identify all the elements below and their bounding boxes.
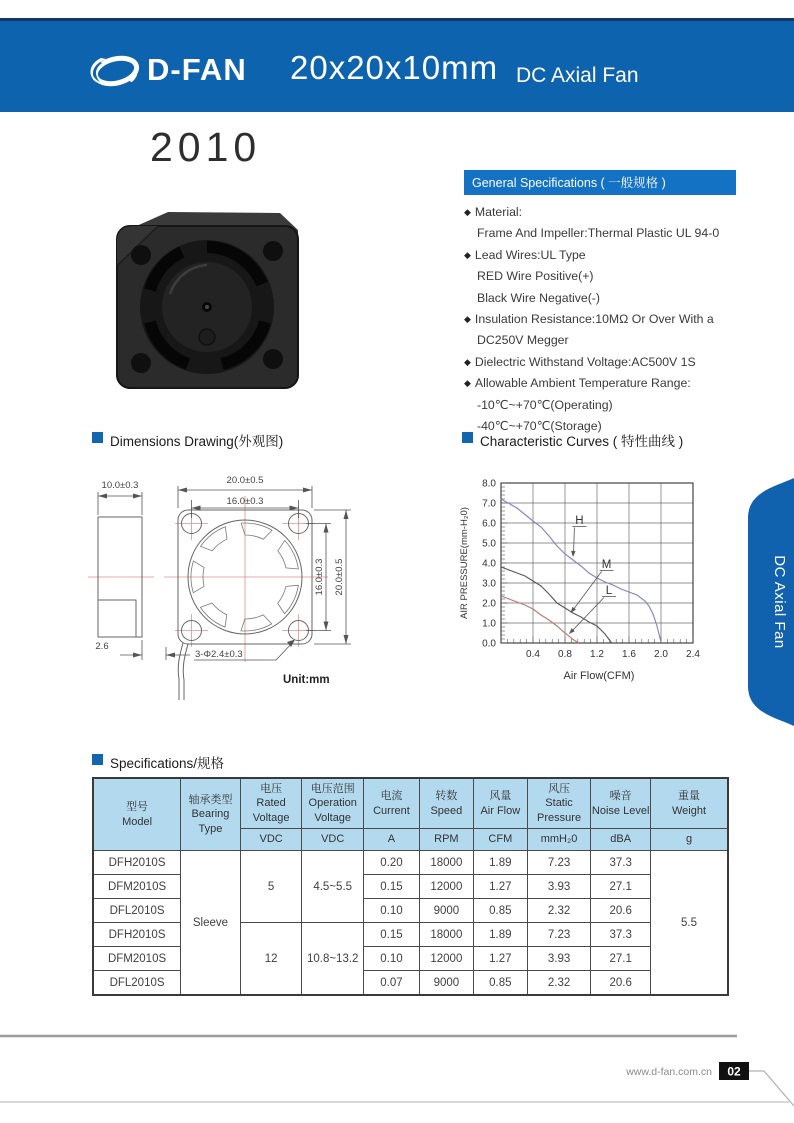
cell-voltage: 12 [240,923,302,996]
table-unit-cell: RPM [419,829,473,851]
cell-pressure: 7.23 [527,923,591,947]
x-tick-label: 0.4 [526,649,540,660]
cell-pressure: 2.32 [527,971,591,996]
dim-outer-height: 20.0±0.5 [334,558,345,596]
cell-current: 0.10 [364,947,420,971]
diamond-bullet-icon: ◆ [464,314,471,325]
y-tick-label: 3.0 [482,578,496,590]
y-tick-label: 8.0 [482,478,496,490]
dfan-logo-icon [88,51,142,91]
y-tick-label: 1.0 [482,618,496,630]
cell-speed: 18000 [419,851,473,875]
impeller-blade-slot [241,615,272,631]
general-specs-header: General Specifications ( 一般规格 ) [464,170,736,195]
cell-airflow: 1.27 [473,875,527,899]
side-tab-label: DC Axial Fan [771,555,788,649]
table-header-cell: 风量 Air Flow [473,778,527,829]
y-tick-label: 6.0 [482,518,496,530]
cell-current: 0.20 [364,851,420,875]
cell-voltage: 5 [240,851,302,923]
impeller-blade-slot [200,603,226,627]
cell-bearing: Sleeve [181,851,241,996]
table-unit-cell: mmH₂0 [527,829,591,851]
cell-voltage-range: 4.5~5.5 [302,851,364,923]
cell-speed: 9000 [419,899,473,923]
spec-list-item [464,395,736,416]
x-tick-label: 2.4 [686,649,700,660]
footer-website: www.d-fan.com.cn [626,1066,712,1078]
table-unit-cell: A [364,829,420,851]
impeller-blade-slot [201,527,227,551]
dim-mount-holes: 3-Φ2.4±0.3 [195,649,243,660]
cell-model: DFH2010S [93,923,181,947]
blue-square-icon [462,432,473,443]
cell-model: DFL2010S [93,899,181,923]
spec-list-text: Material: [474,205,523,219]
spec-list-item [464,266,736,287]
spec-list-text: Allowable Ambient Temperature Range: [474,376,691,391]
curve-label-H: H [575,515,584,527]
characteristic-curves-chart [453,452,755,695]
cell-noise: 27.1 [591,947,651,971]
spec-list-item [464,202,736,223]
dim-side-width: 10.0±0.3 [101,480,139,491]
table-unit-cell: VDC [240,829,302,851]
cell-model: DFH2010S [93,851,181,875]
spec-list-text: Frame And Impeller:Thermal Plastic UL 94-0 [477,226,720,241]
table-unit-cell: dBA [591,829,651,851]
page-number: 02 [727,1064,741,1079]
header-band [0,18,794,112]
specifications-table [92,777,729,996]
table-header-cell: 型号 Model [93,778,181,851]
spec-list-item [464,288,736,309]
dimensions-drawing [88,452,456,710]
curves-section-title: Characteristic Curves ( 特性曲线 ) [462,430,683,450]
cell-weight: 5.5 [651,851,729,996]
cell-speed: 12000 [419,875,473,899]
curve-label-M: M [601,559,612,571]
product-type-title: DC Axial Fan [516,64,639,87]
y-tick-label: 4.0 [482,558,496,570]
spec-list-item [464,223,736,244]
curve-M [501,567,611,643]
cell-airflow: 0.85 [473,971,527,996]
blue-square-icon [92,754,103,765]
table-header-cell: 重量 Weight [651,778,729,829]
brand-name: D-FAN [147,52,247,87]
cell-airflow: 1.89 [473,851,527,875]
spec-list-text: Insulation Resistance:10MΩ Or Over With a [474,312,714,327]
spec-list-text: -40℃~+70℃(Storage) [477,419,602,434]
x-tick-label: 1.6 [622,649,636,660]
dim-outer-width: 20.0±0.5 [226,475,264,486]
cell-speed: 9000 [419,971,473,996]
y-tick-label: 5.0 [482,538,496,550]
x-tick-label: 1.2 [590,649,604,660]
general-specs-list [464,202,736,437]
cell-model: DFM2010S [93,875,181,899]
y-tick-label: 7.0 [482,498,496,510]
spec-list-text: DC250V Megger [477,333,569,348]
cell-current: 0.10 [364,899,420,923]
table-row [93,851,728,875]
table-header-cell: 电压范围 Operation Voltage [302,778,364,829]
cell-model: DFM2010S [93,947,181,971]
table-unit-cell: VDC [302,829,364,851]
diamond-bullet-icon: ◆ [464,356,471,367]
table-header-cell: 噪音 Noise Level [591,778,651,829]
table-header-cell: 风压 Static Pressure [527,778,591,829]
table-unit-cell: g [651,829,729,851]
cell-speed: 12000 [419,947,473,971]
model-number-heading: 2010 [150,124,262,170]
cell-current: 0.15 [364,875,420,899]
spec-list-item [464,245,736,266]
cell-noise: 37.3 [591,923,651,947]
x-tick-label: 2.0 [654,649,668,660]
spec-list-item [464,330,736,351]
table-header-cell: 轴承类型 Bearing Type [181,778,241,851]
lead-wire [183,644,188,700]
curve-label-L: L [605,585,613,597]
cell-noise: 27.1 [591,875,651,899]
cell-airflow: 0.85 [473,899,527,923]
cell-airflow: 1.27 [473,947,527,971]
x-tick-label: 0.8 [558,649,572,660]
table-header-cell: 电流 Current [364,778,420,829]
dim-side-step: 2.6 [95,641,109,652]
general-specs-section [464,170,736,437]
spec-list-item [464,373,736,394]
table-header-cell: 转数 Speed [419,778,473,829]
dim-hole-height: 16.0±0.3 [314,558,325,596]
y-tick-label: 2.0 [482,598,496,610]
spec-list-item [464,352,736,373]
impeller-blade-slot [278,540,299,569]
spec-list-text: Black Wire Negative(-) [477,290,600,305]
fan-product-photo [110,206,306,394]
dimensions-section-title: Dimensions Drawing(外观图) [92,430,283,450]
y-tick-label: 0.0 [482,638,496,650]
cell-speed: 18000 [419,923,473,947]
table-header-cell: 电压 Rated Voltage [240,778,302,829]
impeller-blade-slot [241,523,272,539]
chart-x-axis-label: Air Flow(CFM) [563,670,635,682]
cell-pressure: 7.23 [527,851,591,875]
spec-list-text: RED Wire Positive(+) [477,269,594,284]
lead-wire [178,643,183,700]
cell-noise: 20.6 [591,899,651,923]
diamond-bullet-icon: ◆ [464,249,471,260]
diamond-bullet-icon: ◆ [464,207,471,217]
chart-y-axis-label: AIR PRESSURE(mm-H₂0) [459,507,470,619]
cell-pressure: 3.93 [527,875,591,899]
cell-current: 0.07 [364,971,420,996]
impeller-blade-slot [278,585,299,613]
spec-list-item [464,309,736,330]
dim-hole-width: 16.0±0.3 [226,496,264,507]
cell-model: DFL2010S [93,971,181,996]
unit-note: Unit:mm [283,674,330,686]
table-unit-cell: CFM [473,829,527,851]
blue-square-icon [92,432,103,443]
cell-noise: 20.6 [591,971,651,996]
arrowhead [571,551,575,557]
cell-voltage-range: 10.8~13.2 [302,923,364,996]
footer [0,1025,794,1123]
spec-list-text: Lead Wires:UL Type [474,247,586,262]
cell-pressure: 2.32 [527,899,591,923]
spec-list-text: -10℃~+70℃(Operating) [477,397,613,412]
cell-current: 0.15 [364,923,420,947]
cell-airflow: 1.89 [473,923,527,947]
cell-pressure: 3.93 [527,947,591,971]
side-tab [748,478,794,726]
spec-list-text: Dielectric Withstand Voltage:AC500V 1S [474,354,696,369]
diamond-bullet-icon: ◆ [464,378,471,389]
cell-noise: 37.3 [591,851,651,875]
spec-table-title: Specifications/规格 [92,752,224,772]
product-size-title: 20x20x10mm [290,49,499,86]
